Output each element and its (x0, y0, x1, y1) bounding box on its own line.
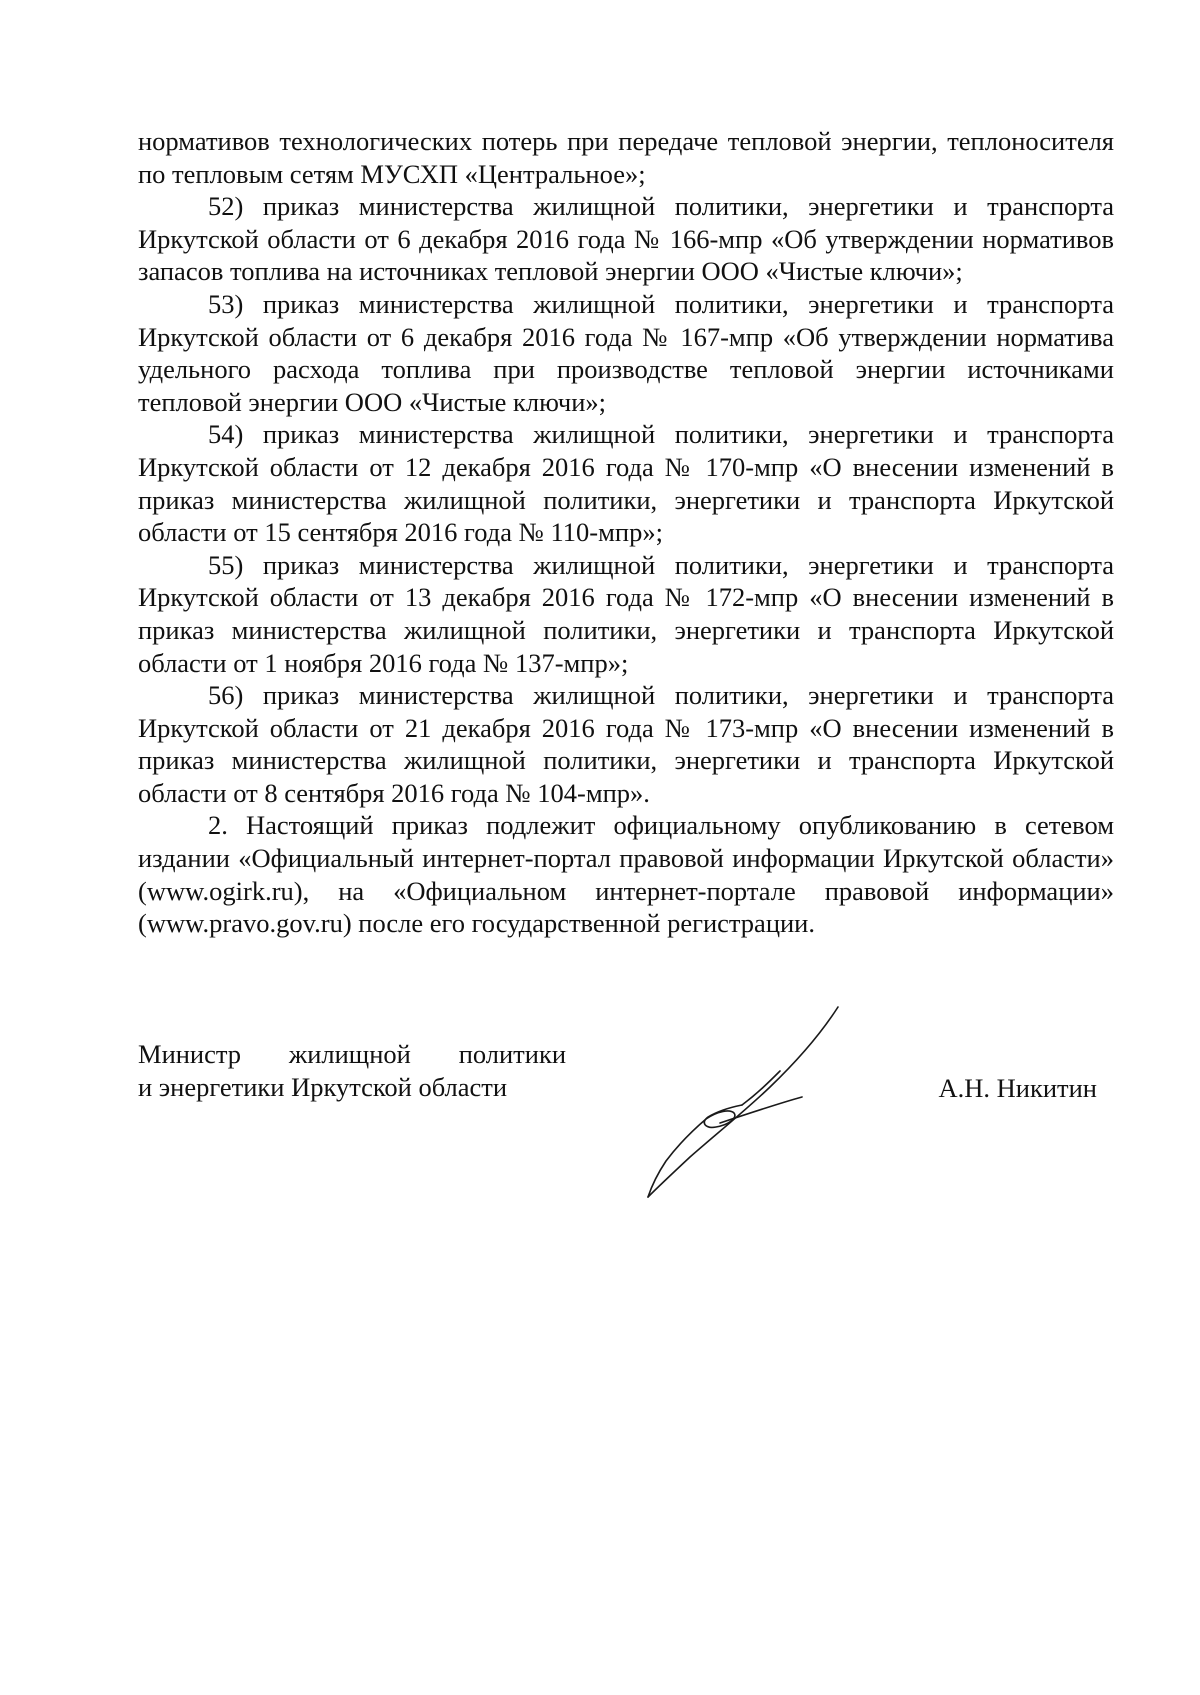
signatory-name: А.Н. Никитин (938, 1073, 1097, 1103)
list-item-53: 53) приказ министерства жилищной политики, энергетики и транспорта Иркутской области от 6 декабря 2016 года № 167-мпр «Об утверждении норматива удельного расхода топлива при производстве тепловой энергии источниками тепловой энергии ООО «Чистые ключи»; (138, 288, 1114, 417)
handwritten-signature-icon (630, 1005, 850, 1200)
list-item-52: 52) приказ министерства жилищной политики, энергетики и транспорта Иркутской области от 6 декабря 2016 года № 166-мпр «Об утверждении нормативов запасов топлива на источниках тепловой энергии ООО «Чистые ключи»; (138, 191, 1114, 287)
document-body (138, 125, 1114, 940)
publication-clause: 2. Настоящий приказ подлежит официальному опубликованию в сетевом издании «Официальный интернет-портал правовой информации Иркутской области» (www.ogirk.ru), на «Официальном интернет-портале правовой информации» (www.pravo.gov.ru) после его государственной регистрации. (138, 810, 1114, 939)
signatory-title-line-2: и энергетики Иркутской области (138, 1071, 508, 1102)
signature-block (138, 1038, 1114, 1188)
list-item-54: 54) приказ министерства жилищной политики, энергетики и транспорта Иркутской области от 12 декабря 2016 года № 170-мпр «О внесении изменений в приказ министерства жилищной политики, энергетики и транспорта Иркутской области от 15 сентября 2016 года № 110-мпр»; (138, 419, 1114, 548)
list-item-55: 55) приказ министерства жилищной политики, энергетики и транспорта Иркутской области от 13 декабря 2016 года № 172-мпр «О внесении изменений в приказ министерства жилищной политики, энергетики и транспорта Иркутской области от 1 ноября 2016 года № 137-мпр»; (138, 549, 1114, 678)
signatory-title (138, 1038, 566, 1103)
paragraph-continuation: нормативов технологических потерь при передаче тепловой энергии, теплоносителя по тепловым сетям МУСХП «Центральное»; (138, 126, 1114, 189)
signatory-title-line-1: Министр жилищной политики (138, 1039, 566, 1069)
list-item-56: 56) приказ министерства жилищной политики, энергетики и транспорта Иркутской области от 21 декабря 2016 года № 173-мпр «О внесении изменений в приказ министерства жилищной политики, энергетики и транспорта Иркутской области от 8 сентября 2016 года № 104-мпр». (138, 680, 1114, 808)
